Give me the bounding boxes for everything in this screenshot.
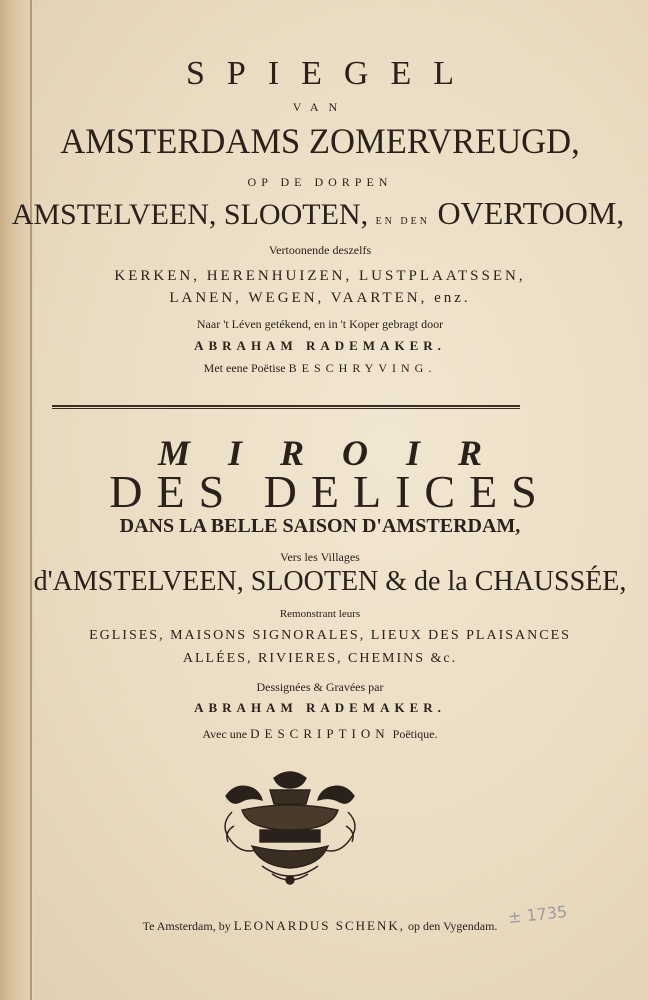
dutch-met-prefix: Met eene Poëtise <box>203 361 286 375</box>
printer-device-vignette-icon <box>212 766 368 890</box>
french-title-miroir: MIROIR <box>157 433 521 473</box>
dutch-villages-b: OVERTOOM, <box>437 195 625 231</box>
dutch-author: ABRAHAM RADEMAKER. <box>194 338 446 353</box>
dutch-title-van: VAN <box>292 100 348 114</box>
french-title-des-delices: DES DELICES <box>109 466 551 517</box>
french-subjects-2: ALLÉES, RIVIERES, CHEMINS &c. <box>182 651 458 666</box>
french-author: ABRAHAM RADEMAKER. <box>194 700 446 715</box>
french-remonstrant: Remonstrant leurs <box>279 608 361 620</box>
french-subjects-1: EGLISES, MAISONS SIGNORALES, LIEUX DES PLAISANCES <box>89 628 571 643</box>
dutch-villages-line <box>8 195 628 232</box>
dutch-main-title: AMSTERDAMS ZOMERVREUGD, <box>60 121 580 161</box>
dutch-en-den: EN DEN <box>375 216 430 227</box>
dutch-description-line <box>30 361 610 376</box>
dutch-subjects-2: LANEN, WEGEN, VAARTEN, enz. <box>169 290 471 306</box>
dutch-op-de-dorpen: OP DE DORPEN <box>247 175 393 189</box>
french-avec-prefix: Avec une <box>202 727 248 741</box>
french-subtitle: DANS LA BELLE SAISON D'AMSTERDAM, <box>119 515 521 537</box>
imprint-prefix: Te Amsterdam, by <box>142 919 231 933</box>
dutch-vertonende: Vertoonende deszelfs <box>268 243 372 257</box>
french-avec-caps: DESCRIPTION <box>250 726 390 741</box>
french-villages: d'AMSTELVEEN, SLOOTEN & de la CHAUSSÉE, <box>33 566 627 597</box>
dutch-villages-a: AMSTELVEEN, SLOOTEN, <box>11 198 369 231</box>
dutch-engraved-by: Naar 't Léven getékend, en in 't Koper gebragt door <box>196 317 444 331</box>
french-description-line <box>30 726 610 742</box>
pencil-date-note: ± 1735 <box>507 901 569 928</box>
french-vers: Vers les Villages <box>280 550 360 564</box>
dutch-subjects-1: KERKEN, HERENHUIZEN, LUSTPLAATSSEN, <box>114 268 526 284</box>
imprint-publisher: LEONARDUS SCHENK, <box>233 918 405 933</box>
dutch-met-caps: BESCHRYVING. <box>288 361 437 375</box>
french-engraved-by: Dessignées & Gravées par <box>256 680 384 694</box>
imprint-suffix: op den Vygendam. <box>407 919 498 933</box>
french-avec-suffix: Poëtique. <box>392 727 438 741</box>
divider-rule <box>52 405 520 409</box>
dutch-title-spiegel: SPIEGEL <box>186 55 476 92</box>
